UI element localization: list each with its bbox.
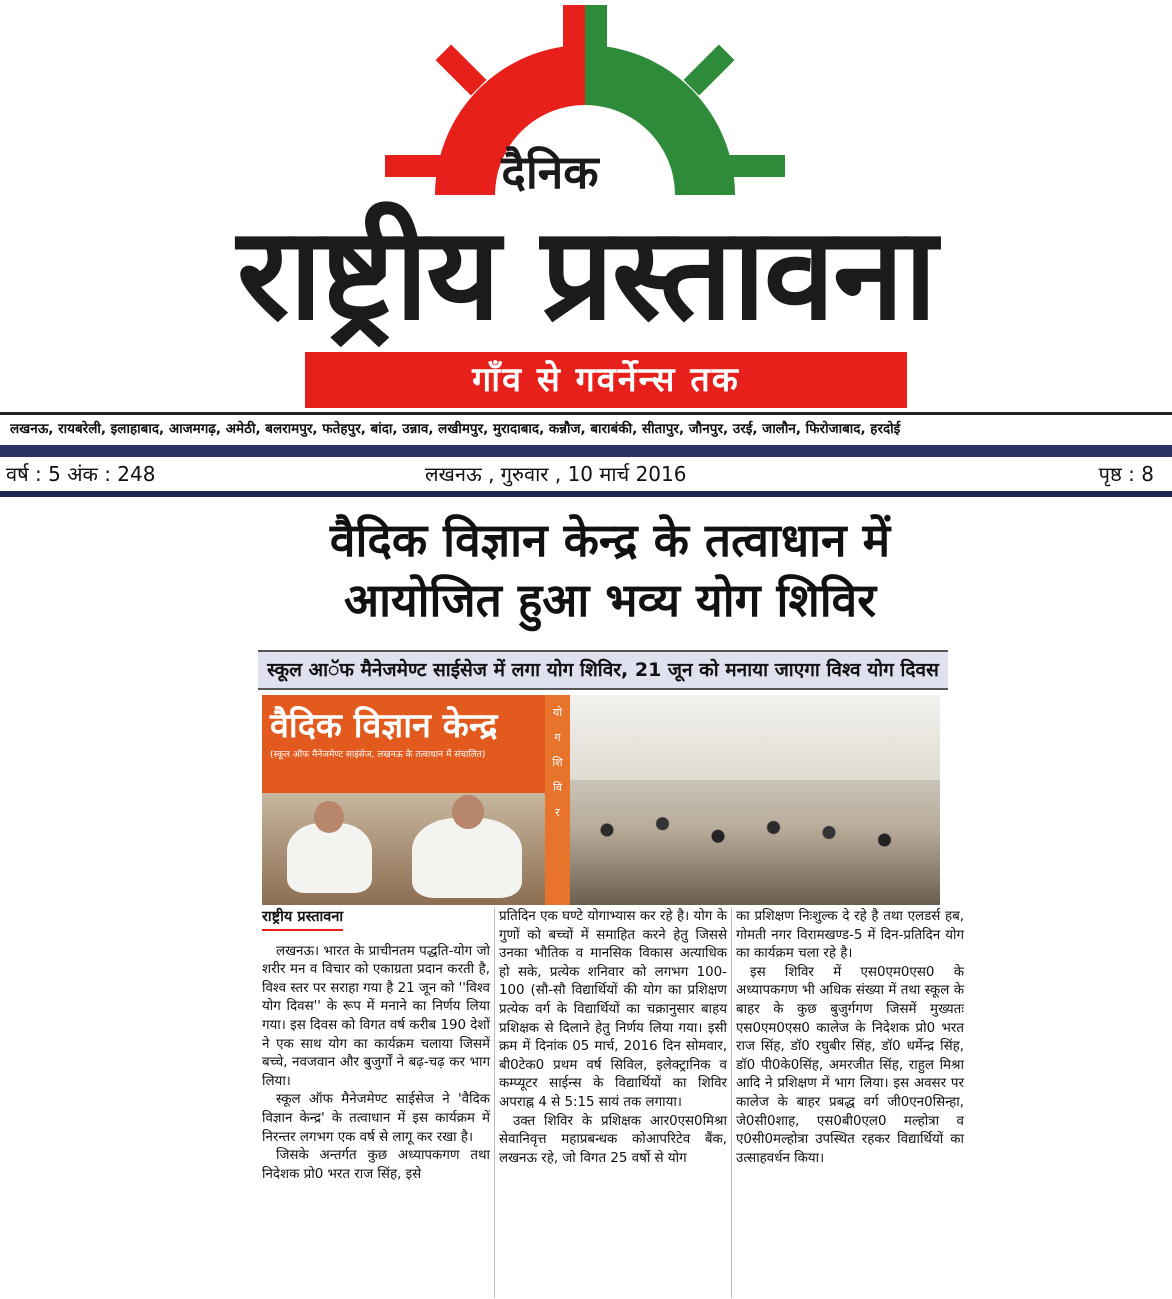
page-number: पृष्ठ : 8	[1098, 462, 1154, 486]
paragraph: का प्रशिक्षण निःशुल्क दे रहे है तथा एलडर्स हब, गोमती नगर विरामखण्ड-5 में दिन-प्रतिदिन योग का कार्यक्रम चला रहे है।	[736, 909, 964, 962]
paragraph: लखनऊ। भारत के प्राचीनतम पद्धति-योग जो शरीर मन व विचार को एकाग्रता प्रदान करती है, विश्व स्तर पर सराहा गया है 21 जून को ''विश्व योग दिवस'' के रूप में मनाने का निर्णय लिया गया। इस दिवस को विगत वर्ष करीब 190 देशों ने एक साथ योग का कार्यक्रम चलाया जिसमें बच्चे, नवजवान और बुजुर्गों ने बढ़-चढ़ कर भाग लिया।	[262, 943, 490, 1089]
article-subhead: स्कूल आॅफ मैनेजमेण्ट साईसेज में लगा योग शिविर, 21 जून को मनाया जाएगा विश्व योग दिवस	[258, 650, 948, 690]
side-strip-char: ग	[554, 731, 561, 744]
article-column-1	[262, 908, 490, 1184]
newspaper-name: राष्ट्रीय प्रस्तावना	[236, 200, 936, 349]
side-strip-char: र	[555, 806, 560, 819]
banner-subtitle: (स्कूल ऑफ मैनेजमेण्ट साइंसेज, लखनऊ के तत्वाधान में संचालित)	[270, 750, 486, 760]
masthead-rule	[0, 412, 1172, 415]
banner-title: वैदिक विज्ञान केन्द्र	[270, 706, 498, 746]
person-head	[452, 795, 484, 829]
side-strip-char: वि	[553, 781, 562, 794]
headline-line-2: आयोजित हुआ भव्य योग शिविर	[343, 573, 877, 627]
dateline-inner	[0, 457, 1172, 491]
headline-line-1: वैदिक विज्ञान केन्द्र के तत्वाधान में	[329, 513, 891, 567]
photo-banner	[262, 695, 545, 793]
column-divider	[731, 908, 732, 1298]
article-column-2	[499, 908, 727, 1168]
article-body	[262, 908, 962, 1298]
article-column-3	[736, 908, 964, 1168]
article-photo	[262, 695, 940, 905]
person-figure	[287, 823, 372, 893]
article-headline	[240, 510, 980, 630]
place-date: लखनऊ , गुरुवार , 10 मार्च 2016	[425, 462, 687, 486]
edition-number: वर्ष : 5 अंक : 248	[6, 462, 156, 486]
paragraph: जिसके अन्तर्गत कुछ अध्यापकगण तथा निदेशक प्रो0 भरत राज सिंह, इसे	[262, 1148, 490, 1182]
yoga-hall-scene	[570, 695, 940, 905]
person-figure	[412, 818, 522, 898]
paragraph: स्कूल ऑफ मैनेजमेण्ट साईसेज ने 'वैदिक विज्ञान केन्द्र' के तत्वाधान में इस कार्यक्रम में निरन्तर लगभग एक वर्ष से लागू कर रखा है।	[262, 1092, 490, 1145]
person-head	[314, 801, 344, 833]
paragraph: प्रतिदिन एक घण्टे योगाभ्यास कर रहे है। योग के गुणों को बच्चों में समाहित करने हेतु जिससे उनका भौतिक व मानसिक विकास अत्याधिक हो सके, प्रत्येक शनिवार को लगभग 100-100 (सौ-सौ विद्यार्थियों की योग का प्रशिक्षण प्रत्येक वर्ग के विद्यार्थियों का चक्रानुसार बाहय प्रशिक्षक से दिलाने हेतु निर्णय लिया गया। इसी क्रम में दिनांक 05 मार्च, 2016 दिन सोमवार, बी0टेक0 प्रथम वर्ष सिविल, इलेक्ट्रानिक व कम्प्यूटर साईन्स के विद्यार्थियों का शिविर अपराह्न 4 से 5:15 सायं तक लगाया।	[499, 909, 727, 1110]
paragraph: उक्त शिविर के प्रशिक्षक आर0एस0मिश्रा सेवानिवृत्त महाप्रबन्धक कोआपरिटेव बैंक, लखनऊ रहे, जो विगत 25 वर्षो से योग	[499, 1113, 727, 1166]
photo-side-strip	[545, 695, 570, 905]
daily-label: दैनिक	[501, 145, 599, 199]
stage-scene	[262, 793, 545, 905]
side-strip-char: यो	[552, 706, 563, 719]
dateline-bar	[0, 445, 1172, 497]
column-divider	[494, 908, 495, 1298]
edition-cities: लखनऊ, रायबरेली, इलाहाबाद, आजमगढ़, अमेठी, बलरामपुर, फतेहपुर, बांदा, उन्नाव, लखीमपुर, मुरादाबाद, कन्नौज, बाराबंकी, सीतापुर, जौनपुर, उरई, जालौन, फिरोजाबाद, हरदोई	[10, 421, 901, 437]
paragraph: इस शिविर में एस0एम0एस0 के अध्यापकगण भी अधिक संख्या में तथा स्कूल के बाहर के कुछ बुजुर्गगण जिसमें मुख्यतः एस0एम0एस0 कालेज के निदेशक प्रो0 भरत राज सिंह, डॉ0 रघुबीर सिंह, डॉ0 धर्मेन्द्र सिंह, डॉ0 पी0के0सिंह, अमरजीत सिंह, राहुल मिश्रा आदि ने प्रशिक्षण में भाग लिया। इस अवसर पर कालेज के बाहर प्रबद्ध वर्ग जी0एन0सिन्हा, जे0सी0शाह, एस0बी0एल0 मल्होत्रा व ए0सी0मल्होत्रा उपस्थित रहकर विद्यार्थियों का उत्साहवर्धन किया।	[736, 964, 964, 1166]
participants-crowd	[570, 780, 940, 905]
tagline: गाँव से गवर्नेन्स तक	[305, 352, 907, 408]
masthead	[0, 0, 1172, 410]
side-strip-char: शि	[552, 756, 563, 769]
byline: राष्ट्रीय प्रस्तावना	[262, 908, 343, 931]
